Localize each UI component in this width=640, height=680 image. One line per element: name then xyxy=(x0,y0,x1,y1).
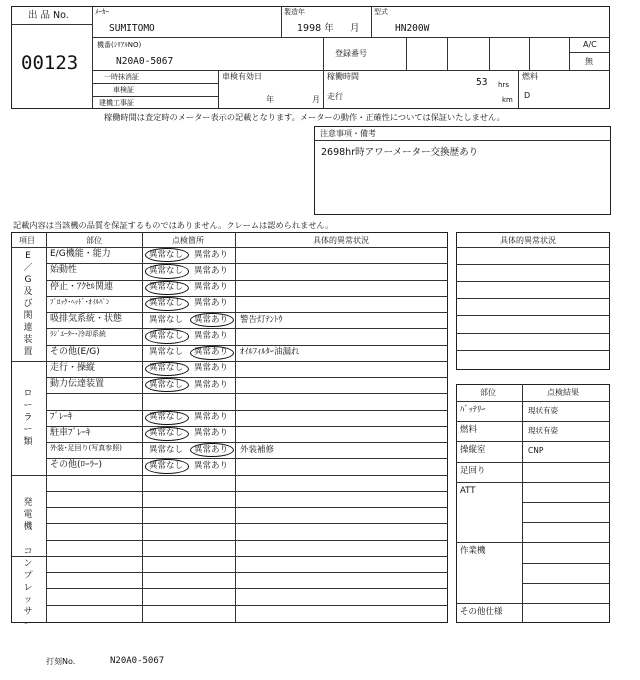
results-row xyxy=(456,522,610,542)
table-row xyxy=(46,605,448,621)
row-part: ﾗｼﾞｴｰﾀｰ･冷却系統 xyxy=(50,330,106,339)
table-row xyxy=(46,572,448,588)
results-row xyxy=(456,441,610,461)
results-part: 操縦室 xyxy=(460,445,486,456)
divider xyxy=(314,140,611,141)
month-unit: 月 xyxy=(350,23,360,34)
selection-circle xyxy=(145,459,189,473)
table-row xyxy=(46,312,448,328)
hours-unit: hrs xyxy=(498,81,509,89)
divider xyxy=(518,70,519,109)
selection-circle xyxy=(145,297,189,311)
quality-disclaimer: 記載内容は当該機の品質を保証するものではありません。クレームは認められません。 xyxy=(13,220,334,230)
ac-value: 無 xyxy=(585,57,593,66)
option-ok[interactable]: 異常なし xyxy=(149,298,184,309)
option-ng[interactable]: 異常あり xyxy=(194,379,229,390)
cert-label-1: 一時抹消証 xyxy=(104,73,139,81)
option-ok[interactable]: 異常なし xyxy=(149,412,184,423)
remarks-label: 注意事項・備考 xyxy=(320,129,376,138)
row-part: 吸排気系統・状態 xyxy=(50,314,123,325)
divider xyxy=(11,24,92,25)
results-row xyxy=(456,482,610,502)
table-row xyxy=(46,540,448,556)
option-ok[interactable]: 異常なし xyxy=(149,282,184,293)
selection-circle xyxy=(145,264,189,278)
row-part: ﾌﾞﾛｯｸ･ﾍｯﾄﾞ･ｵｲﾙﾊﾟﾝ xyxy=(50,297,110,306)
divider xyxy=(456,298,610,299)
serial-value: N20A0-5067 xyxy=(116,56,174,67)
option-ng[interactable]: 異常あり xyxy=(194,363,229,374)
divider xyxy=(456,281,610,282)
selection-circle xyxy=(190,443,234,457)
table-row xyxy=(46,475,448,491)
option-ok[interactable]: 異常なし xyxy=(149,314,184,325)
option-ng[interactable]: 異常あり xyxy=(194,347,229,358)
table-row xyxy=(46,491,448,507)
option-ng[interactable]: 異常あり xyxy=(194,428,229,439)
table-row xyxy=(46,426,448,442)
selection-circle xyxy=(145,411,189,425)
table-row xyxy=(46,442,448,458)
divider xyxy=(92,6,93,109)
serial-label: 機番(ｼﾘｱﾙNO) xyxy=(97,41,142,49)
divider xyxy=(371,6,372,37)
divider xyxy=(456,350,610,351)
option-ok[interactable]: 異常なし xyxy=(149,265,184,276)
divider xyxy=(323,37,324,109)
divider xyxy=(529,37,530,70)
divider xyxy=(406,37,407,70)
table-row xyxy=(46,556,448,572)
cert-label-3: 建機工事証 xyxy=(99,99,134,107)
option-ok[interactable]: 異常なし xyxy=(149,379,184,390)
option-ok[interactable]: 異常なし xyxy=(149,330,184,341)
row-detail: 警告灯ﾃﾝﾄｳ xyxy=(240,314,283,325)
option-ng[interactable]: 異常あり xyxy=(194,249,229,260)
results-row xyxy=(456,542,610,562)
selection-circle xyxy=(145,378,189,392)
remarks-text: 2698hr時アワーメーター交換歴あり xyxy=(321,147,479,158)
year-value: 1998 年 xyxy=(297,23,334,34)
option-ok[interactable]: 異常なし xyxy=(149,363,184,374)
selection-circle xyxy=(145,427,189,441)
row-detail: ｵｲﾙﾌｨﾙﾀｰ油漏れ xyxy=(240,347,300,358)
table-row xyxy=(46,377,448,393)
row-part: E/G機能・能力 xyxy=(50,249,111,260)
divider xyxy=(569,52,610,53)
selection-circle xyxy=(145,248,189,262)
results-row xyxy=(456,421,610,441)
divider xyxy=(569,37,570,70)
hours-value: 53 xyxy=(476,77,488,88)
row-part: その他(E/G) xyxy=(50,346,100,357)
results-part: 足回り xyxy=(460,465,486,476)
results-value: CNP xyxy=(528,446,544,456)
model-label: 型式 xyxy=(374,8,388,16)
row-part: 駐車ﾌﾞﾚｰｷ xyxy=(50,427,91,438)
results-row xyxy=(456,401,610,421)
row-detail: 外装補修 xyxy=(240,444,275,455)
hours-label: 稼働時間 xyxy=(327,72,359,81)
table-row xyxy=(46,410,448,426)
option-ok[interactable]: 異常なし xyxy=(149,249,184,260)
table-row xyxy=(46,393,448,409)
selection-circle xyxy=(145,362,189,376)
divider xyxy=(218,70,219,109)
option-ng[interactable]: 異常あり xyxy=(194,298,229,309)
results-row xyxy=(456,462,610,482)
table-row xyxy=(46,361,448,377)
option-ok[interactable]: 異常なし xyxy=(149,444,184,455)
divider xyxy=(281,6,282,37)
model-value: HN200W xyxy=(395,23,430,34)
option-ng[interactable]: 異常あり xyxy=(194,282,229,293)
option-ok[interactable]: 異常なし xyxy=(149,428,184,439)
table-row xyxy=(46,247,448,263)
table-row xyxy=(46,328,448,344)
option-ng[interactable]: 異常あり xyxy=(194,444,229,455)
inspection-year-unit: 年 xyxy=(266,95,274,104)
selection-circle xyxy=(145,281,189,295)
results-header-part: 部位 xyxy=(480,388,496,397)
header-block xyxy=(11,6,610,109)
table-row xyxy=(46,523,448,539)
table-row xyxy=(46,263,448,279)
results-part: ATT xyxy=(460,485,476,496)
fuel-value: D xyxy=(524,91,531,100)
divider xyxy=(489,37,490,70)
option-ng[interactable]: 異常あり xyxy=(194,314,229,325)
row-part: その他(ﾛｰﾗｰ) xyxy=(50,460,103,471)
divider xyxy=(456,315,610,316)
group-label: ローラー類 xyxy=(23,388,33,447)
results-row xyxy=(456,603,610,623)
divider xyxy=(456,264,610,265)
group-label: E／G及び関連装置 xyxy=(23,250,33,357)
shutsuhin-number: 00123 xyxy=(21,52,79,74)
divider xyxy=(456,333,610,334)
registration-label: 登録番号 xyxy=(335,49,367,58)
selection-circle xyxy=(145,329,189,343)
col-header-item: 項目 xyxy=(19,236,35,245)
detail-side-header: 具体的異常状況 xyxy=(500,236,556,245)
option-ng[interactable]: 異常あり xyxy=(194,265,229,276)
cert-label-2: 車検証 xyxy=(113,86,134,94)
divider xyxy=(92,70,610,71)
row-part: ﾌﾞﾚｰｷ xyxy=(50,411,73,422)
results-part: その他仕様 xyxy=(460,607,503,617)
fuel-label: 燃料 xyxy=(522,72,538,81)
col-header-detail: 具体的異常状況 xyxy=(313,236,369,245)
maker-value: SUMITOMO xyxy=(109,23,155,34)
row-part: 停止・ｱｸｾﾙ関連 xyxy=(50,281,114,292)
selection-circle xyxy=(190,346,234,360)
divider xyxy=(92,37,610,38)
results-row xyxy=(456,563,610,583)
shutsuhin-label: 出 品 No. xyxy=(28,10,69,21)
option-ng[interactable]: 異常あり xyxy=(194,460,229,471)
table-row xyxy=(46,507,448,523)
stamp-no-value: N20A0-5067 xyxy=(110,656,165,666)
group-label: コンプレッサー xyxy=(23,547,33,630)
travel-label: 走行 xyxy=(327,92,343,101)
results-row xyxy=(456,583,610,603)
option-ok[interactable]: 異常なし xyxy=(149,460,184,471)
divider xyxy=(456,247,610,248)
option-ng[interactable]: 異常あり xyxy=(194,330,229,341)
hours-disclaimer: 稼働時間は査定時のメーター表示の記載となります。メーターの動作・正確性については保証いたしません。 xyxy=(104,112,505,122)
group-label: 発電機 xyxy=(23,498,33,533)
divider xyxy=(447,37,448,70)
results-header-result: 点検結果 xyxy=(547,388,579,397)
inspection-month-unit: 月 xyxy=(312,95,320,104)
results-part: ﾊﾞｯﾃﾘｰ xyxy=(460,405,486,415)
col-header-check: 点検箇所 xyxy=(172,236,204,245)
option-ok[interactable]: 異常なし xyxy=(149,347,184,358)
km-unit: km xyxy=(502,96,513,104)
results-row xyxy=(456,502,610,522)
row-part: 動力伝達装置 xyxy=(50,379,105,390)
col-header-part: 部位 xyxy=(86,236,102,245)
results-part: 燃料 xyxy=(460,425,478,436)
ac-label: A/C xyxy=(583,40,597,49)
row-part: 始動性 xyxy=(50,265,78,276)
results-value: 現状有姿 xyxy=(528,426,558,436)
divider xyxy=(92,96,218,97)
results-part: 作業機 xyxy=(460,546,486,557)
maker-label: ﾒｰｶｰ xyxy=(95,8,109,16)
results-value: 現状有姿 xyxy=(528,406,558,415)
table-row xyxy=(46,296,448,312)
table-row xyxy=(46,588,448,604)
table-row xyxy=(46,458,448,474)
row-part: 外装･足回り(写真参照) xyxy=(50,444,122,453)
row-part: 走行・操縦 xyxy=(50,362,96,373)
table-row xyxy=(46,280,448,296)
option-ng[interactable]: 異常あり xyxy=(194,412,229,423)
stamp-no-label: 打刻No. xyxy=(46,657,76,666)
table-row xyxy=(46,345,448,361)
year-label: 製造年 xyxy=(284,8,305,16)
selection-circle xyxy=(190,313,234,327)
inspection-date-label: 車検有効日 xyxy=(222,72,262,81)
divider xyxy=(92,83,218,84)
